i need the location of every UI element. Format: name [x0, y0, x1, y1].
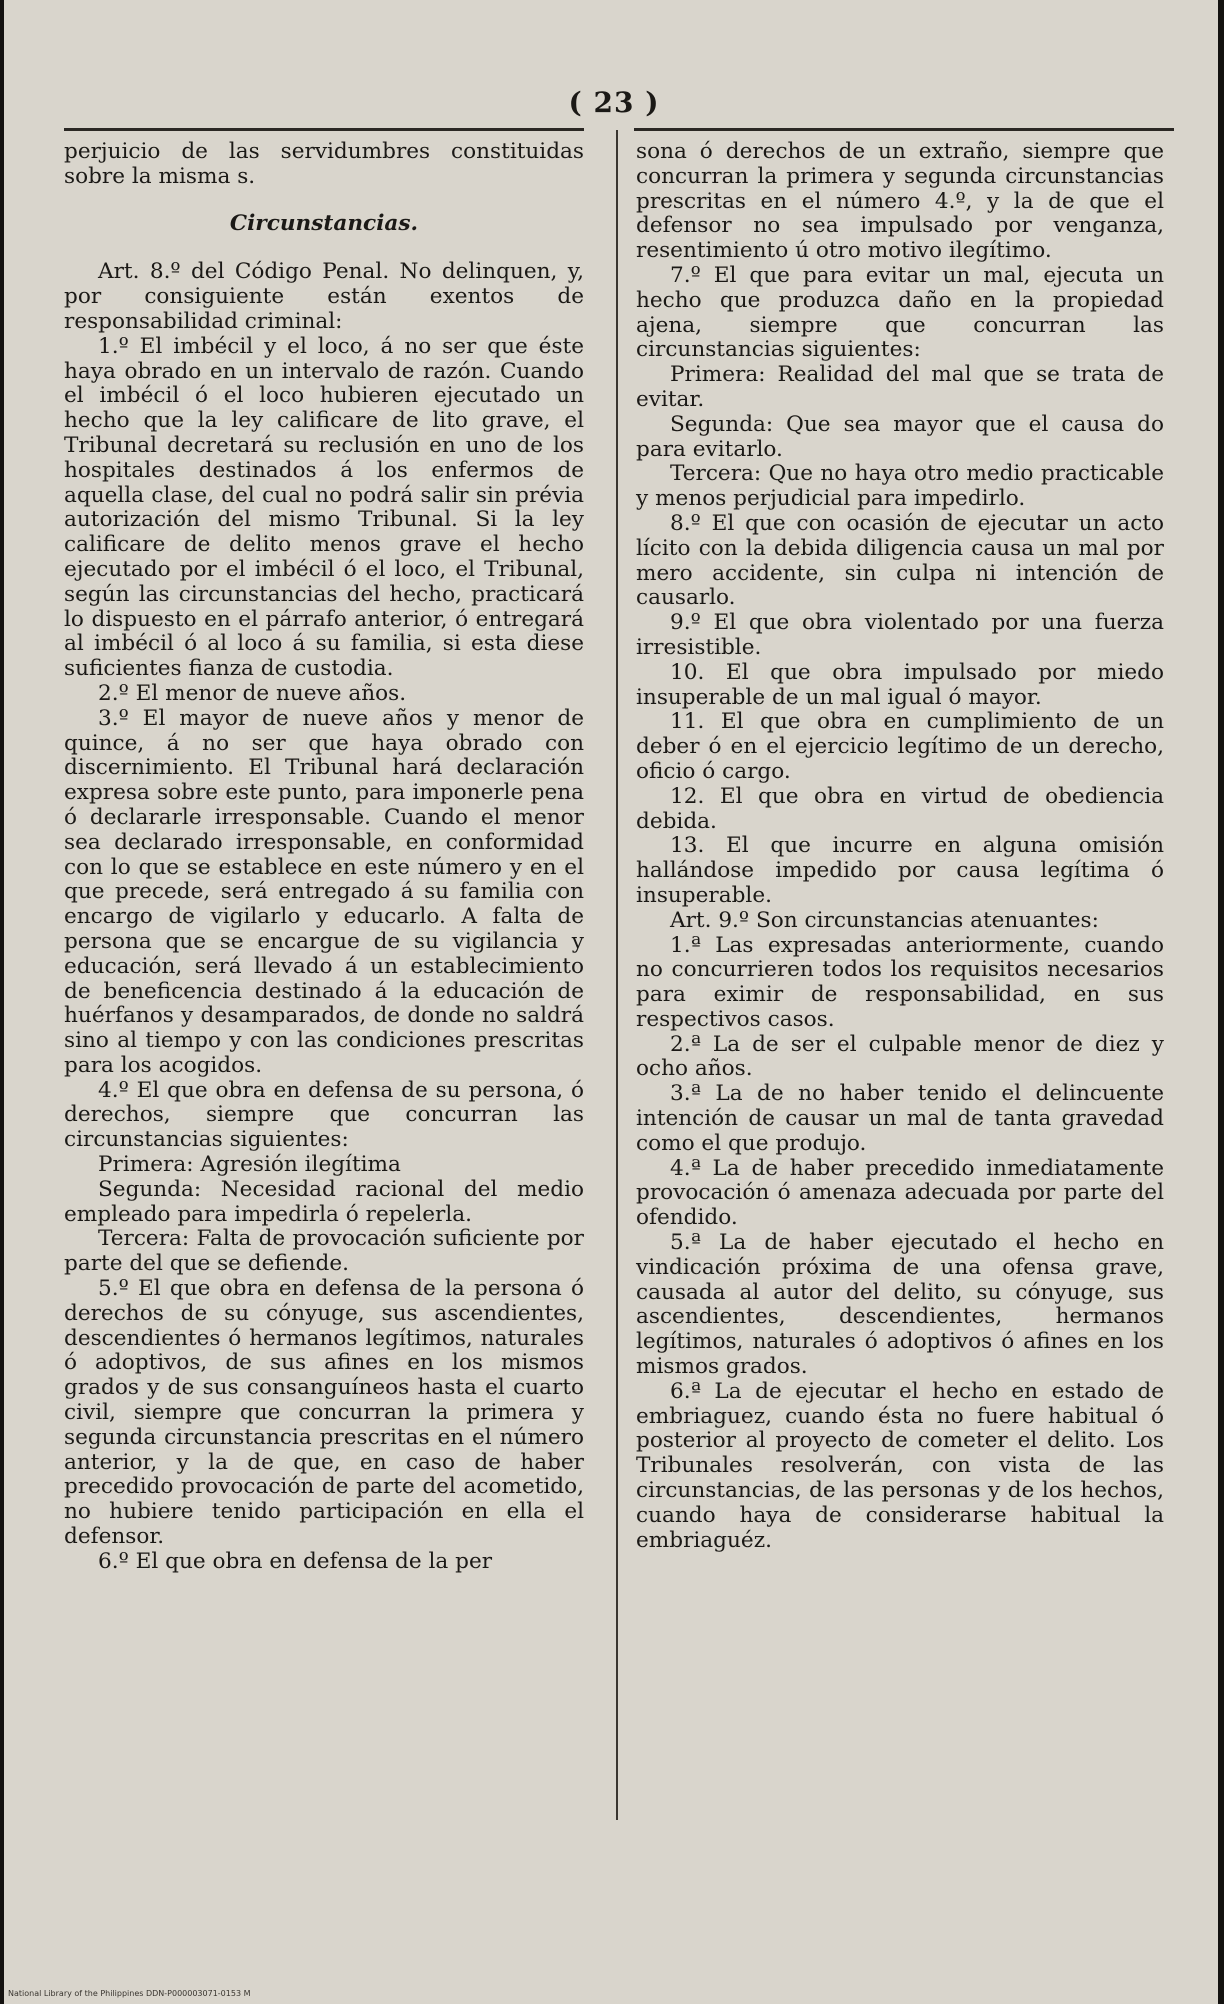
paragraph: 12. El que obra en virtud de obediencia debida.: [636, 783, 1164, 834]
section-heading: Circunstancias.: [229, 210, 419, 236]
scan-footer: National Library of the Philippines DDN-P000003071-0153 M: [8, 1989, 251, 1998]
left-column: [64, 140, 584, 1575]
paragraph: 4.º El que obra en defensa de su persona, ó derechos, siempre que concurran las circunstancias siguientes:: [64, 1077, 584, 1153]
document-page: [4, 0, 1218, 2004]
paragraph: 5.º El que obra en defensa de la persona ó derechos de su cónyuge, sus ascendientes, descendientes ó hermanos legítimos, naturales ó adoptivos, de sus afines en los mismos grados y de sus consanguíneos hasta el cuarto civil, siempre que concurran la primera y segunda circunstancia prescritas en el número anterior, y la de que, en caso de haber precedido provocación de parte del acometido, no hubiere tenido participación en ella el defensor.: [64, 1276, 584, 1550]
paragraph: 9.º El que obra violentado por una fuerza irresistible.: [636, 610, 1164, 660]
paragraph: 5.ª La de haber ejecutado el hecho en vindicación próxima de una ofensa grave, causada al autor del delito, su cónyuge, sus ascendientes, descendientes, hermanos legítimos, naturales ó adoptivos ó afines en los mismos grados.: [636, 1230, 1164, 1380]
paragraph: 7.º El que para evitar un mal, ejecuta un hecho que produzca daño en la propiedad ajena, siempre que concurran las circunstancias siguientes:: [636, 262, 1164, 363]
paragraph: 2.º El menor de nueve años.: [98, 680, 407, 706]
paragraph: Art. 8.º del Código Penal. No delinquen, y, por consiguiente están exentos de responsabilidad criminal:: [64, 259, 584, 334]
paragraph: Tercera: Que no haya otro medio practicable y menos perjudicial para impedirlo.: [636, 461, 1164, 512]
right-column: [636, 140, 1164, 1553]
paragraph: 3.º El mayor de nueve años y menor de quince, á no ser que haya obrado con discernimiento. El Tribunal hará declaración expresa sobre este punto, para imponerle pena ó declararle irresponsable. Cuando el menor sea declarado irresponsable, en conformidad con lo que se establece en este número y en el que precede, será entregado á su familia con encargo de vigilarlo y educarlo. A falta de persona que se encargue de su vigilancia y educación, será llevado á un establecimiento de beneficencia destinado á la educación de huérfanos y desamparados, de donde no saldrá sino al tiempo y con las condiciones prescritas para los acogidos.: [64, 705, 584, 1078]
paragraph: Segunda: Que sea mayor que el causa do para evitarlo.: [636, 411, 1164, 462]
paragraph: 6.ª La de ejecutar el hecho en estado de embriaguez, cuando ésta no fuere habitual ó posterior al proyecto de cometer el delito. Los Tribunales resolverán, con vista de las circunstancias, de las personas y de los hechos, cuando haya de considerarse habitual la embriaguéz.: [636, 1378, 1164, 1553]
page-number: ( 23 ): [568, 86, 660, 119]
paragraph: 4.ª La de haber precedido inmediatamente provocación ó amenaza adecuada por parte del ofendido.: [636, 1155, 1164, 1231]
paragraph: 1.º El imbécil y el loco, á no ser que éste haya obrado en un intervalo de razón. Cuando el imbécil ó el loco hubieren ejecutado un hecho que la ley calificare de lito grave, el Tribunal decretará su reclusión en uno de los hospitales destinados á los enfermos de aquella clase, del cual no podrá salir sin prévia autorización del mismo Tribunal. Si la ley calificare de delito menos grave el hecho ejecutado por el imbécil ó el loco, el Tribunal, según las circunstancias del hecho, practicará lo dispuesto en el párrafo anterior, ó entregará al imbécil ó al loco á su familia, si esta diese suficientes fianza de custodia.: [64, 333, 584, 682]
paragraph: 10. El que obra impulsado por miedo insuperable de un mal igual ó mayor.: [636, 659, 1164, 710]
header-rule-left: [64, 128, 584, 131]
paragraph: 2.ª La de ser el culpable menor de diez y ocho años.: [636, 1031, 1164, 1082]
paragraph: 3.ª La de no haber tenido el delincuente intención de causar un mal de tanta gravedad como el que produjo.: [636, 1081, 1164, 1156]
paragraph: 1.ª Las expresadas anteriormente, cuando no concurrieren todos los requisitos necesarios para eximir de responsabilidad, en sus respectivos casos.: [636, 932, 1164, 1032]
column-divider: [616, 130, 618, 1820]
paragraph: 8.º El que con ocasión de ejecutar un acto lícito con la debida diligencia causa un mal por mero accidente, sin culpa ni intención de causarlo.: [636, 510, 1164, 611]
paragraph: Segunda: Necesidad racional del medio empleado para impedirla ó repelerla.: [64, 1176, 584, 1227]
paragraph: Primera: Realidad del mal que se trata de evitar.: [636, 362, 1164, 412]
paragraph: Art. 9.º Son circunstancias atenuantes:: [670, 907, 1099, 933]
paragraph: Primera: Agresión ilegítima: [98, 1152, 401, 1178]
paragraph: 6.º El que obra en defensa de la per: [98, 1548, 493, 1574]
paragraph: 13. El que incurre en alguna omisión hallándose impedido por causa legítima ó insuperable.: [636, 833, 1164, 908]
paragraph: 11. El que obra en cumplimiento de un deber ó en el ejercicio legítimo de un derecho, oficio ó cargo.: [636, 709, 1164, 784]
paragraph: Tercera: Falta de provocación suficiente por parte del que se defiende.: [64, 1226, 584, 1277]
paragraph: perjuicio de las servidumbres constituidas sobre la misma s.: [64, 139, 584, 189]
header-rule-right: [634, 128, 1174, 131]
paragraph: sona ó derechos de un extraño, siempre que concurran la primera y segunda circunstancias prescritas en el número 4.º, y la de que el defensor no sea impulsado por venganza, resentimiento ú otro motivo ilegítimo.: [636, 139, 1164, 264]
